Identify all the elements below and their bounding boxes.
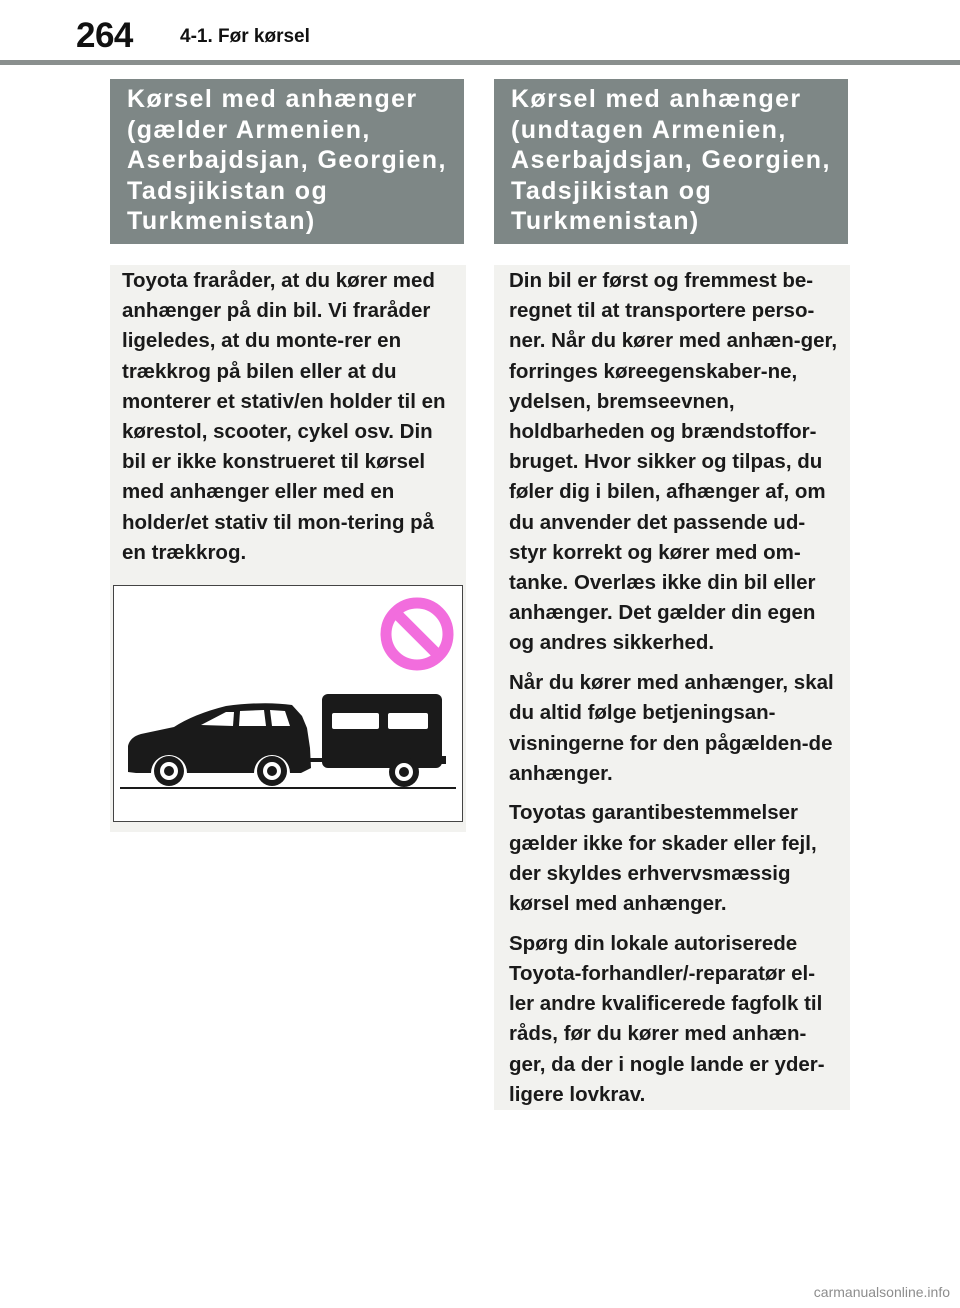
heading-box-left — [110, 79, 464, 244]
heading-box-right — [494, 79, 848, 244]
header-rule — [0, 60, 960, 65]
page-number: 264 — [76, 16, 133, 55]
car-trailer-graphic — [114, 586, 462, 821]
car-icon — [128, 703, 332, 786]
section-title: 4-1. Før kørsel — [180, 26, 310, 47]
heading-right-text: Kørsel med anhænger (undtagen Armenien, Aserbajdsjan, Georgien, Tadsjikistan og Turkmenistan) — [511, 85, 831, 235]
panel-right — [494, 265, 850, 1110]
right-paragraph-1: Din bil er først og fremmest be-regnet til at transportere perso-ner. Når du kører med anhæn-ger, forringes køreegenskaber-ne, ydelsen, bremseevnen, holdbarheden og brændstoffor-bruget. Hvor sikker og tilpas, du føler dig i bilen, afhænger af, om du anvender det passende ud-styr korrekt og kører med om-tanke. Overlæs ikke din bil eller anhænger. Det gælder din egen og andres sikkerhed. — [509, 269, 838, 655]
prohibition-icon — [386, 603, 448, 665]
heading-left-text: Kørsel med anhænger (gælder Armenien, Aserbajdsjan, Georgien, Tadsjikistan og Turkmenistan) — [127, 85, 447, 235]
footer-watermark[interactable]: carmanualsonline.info — [813, 1284, 950, 1300]
trailer-icon — [322, 694, 446, 787]
right-paragraph-2: Når du kører med anhænger, skal du altid følge betjeningsan-visningerne for den pågælden-de anhænger. — [509, 671, 834, 785]
right-paragraph-4: Spørg din lokale autoriserede Toyota-forhandler/-reparatør el-ler andre kvalificerede fagfolk til råds, før du kører med anhæn-ger, da der i nogle lande er yder-ligere lovkrav. — [509, 931, 825, 1106]
right-paragraph-3: Toyotas garantibestemmelser gælder ikke for skader eller fejl, der skyldes erhvervsmæssig kørsel med anhænger. — [509, 801, 817, 916]
left-paragraph: Toyota fraråder, at du kører med anhænger på din bil. Vi fraråder ligeledes, at du monte-rer en trækkrog på bilen eller at du monterer et stativ/en holder til en kørestol, scooter, cykel osv. Din bil er ikke konstrueret til kørsel med anhænger eller med en holder/et stativ til mon-tering på en trækkrog. — [122, 269, 446, 564]
trailer-illustration — [113, 585, 463, 822]
